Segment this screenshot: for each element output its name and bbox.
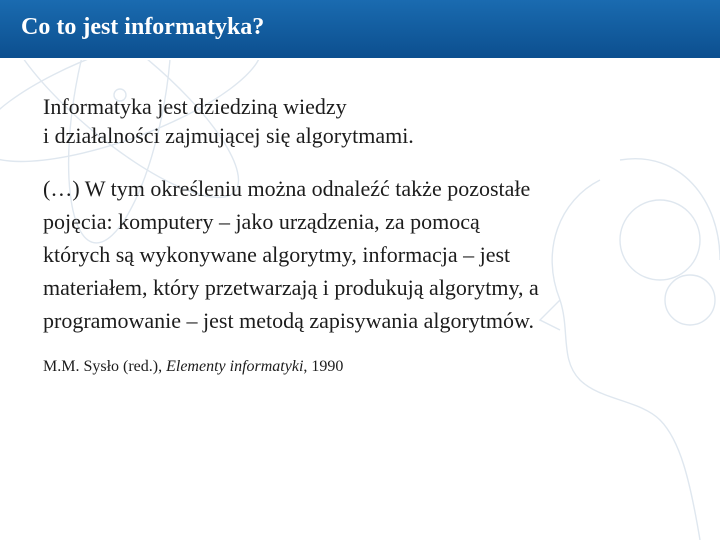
slide-content bbox=[43, 92, 703, 377]
citation-book-title: Elementy informatyki bbox=[166, 358, 304, 375]
quote-line: pojęcia: komputery – jako urządzenia, za pomocą bbox=[43, 209, 480, 234]
citation-author: M.M. Sysło (red.), bbox=[43, 358, 163, 375]
citation-year: , 1990 bbox=[303, 358, 344, 375]
quote-line: których są wykonywane algorytmy, informacja – jest bbox=[43, 242, 511, 267]
quote-line: (…) W tym określeniu można odnaleźć także pozostałe bbox=[43, 176, 531, 201]
definition-line: i działalności zajmującej się algorytmami. bbox=[43, 123, 414, 148]
definition-line: Informatyka jest dziedziną wiedzy bbox=[43, 94, 347, 119]
quote-paragraph bbox=[43, 172, 703, 337]
quote-line: materiałem, który przetwarzają i produkują algorytmy, a bbox=[43, 275, 539, 300]
citation bbox=[43, 357, 703, 377]
quote-line: programowanie – jest metodą zapisywania algorytmów. bbox=[43, 308, 534, 333]
definition-paragraph bbox=[43, 92, 703, 150]
slide-title: Co to jest informatyka? bbox=[21, 14, 265, 40]
title-bar bbox=[0, 0, 720, 60]
